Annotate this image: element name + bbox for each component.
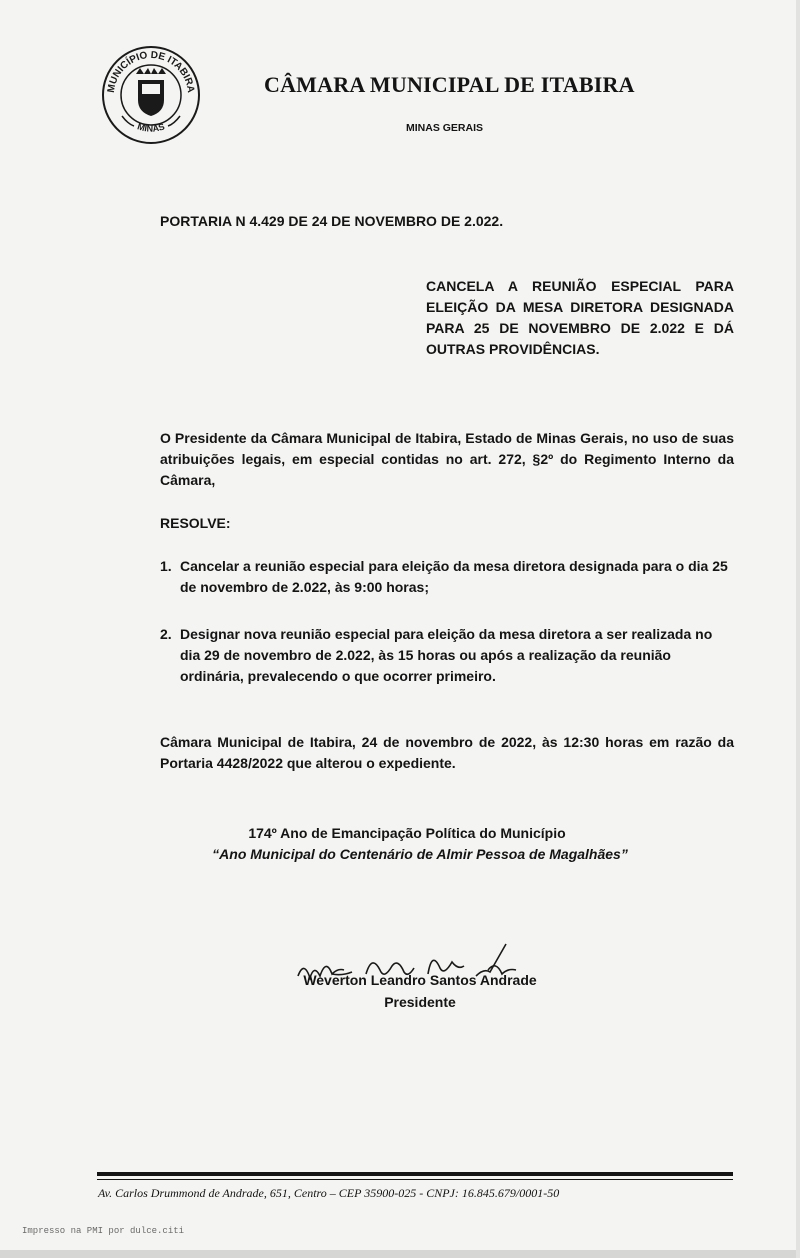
signatory-name: Weverton Leandro Santos Andrade xyxy=(303,972,537,988)
institution-subtitle: MINAS GERAIS xyxy=(406,122,484,134)
preamble-paragraph: O Presidente da Câmara Municipal de Itabira, Estado de Minas Gerais, no uso de suas atribuições legais, em especial contidas no art. 272, §2º do Regimento Interno da Câmara, xyxy=(160,430,734,488)
item-text: Designar nova reunião especial para eleição da mesa diretora a ser realizada no dia 29 de novembro de 2.022, às 15 horas ou após a realização da reunião ordinária, prevalecendo o que ocorrer primeiro. xyxy=(180,626,713,684)
handwritten-signature xyxy=(292,940,532,998)
seal-bottom-text: MINAS xyxy=(136,121,166,134)
seal-top-text: MUNICÍPIO DE ITABIRA xyxy=(105,49,197,94)
ordinance-heading: PORTARIA N 4.429 DE 24 DE NOVEMBRO DE 2.022. xyxy=(160,213,504,229)
svg-text:MINAS xyxy=(136,121,166,133)
seal-icon xyxy=(100,44,202,146)
item-number: 2. xyxy=(160,626,172,642)
scan-edge xyxy=(0,1250,800,1258)
footer-divider-thin xyxy=(97,1179,733,1180)
print-note: Impresso na PMI por dulce.citi xyxy=(22,1226,185,1236)
footer-divider xyxy=(97,1172,733,1176)
anniversary-line: 174º Ano de Emancipação Política do Município xyxy=(248,825,566,841)
resolution-item xyxy=(160,624,734,687)
item-number: 1. xyxy=(160,558,172,574)
closing-paragraph: Câmara Municipal de Itabira, 24 de novembro de 2022, às 12:30 horas em razão da Portaria 4428/2022 que alterou o expediente. xyxy=(160,734,734,771)
footer-address: Av. Carlos Drummond de Andrade, 651, Centro – CEP 35900-025 - CNPJ: 16.845.679/0001-50 xyxy=(98,1186,560,1200)
resolve-heading: RESOLVE: xyxy=(160,515,231,531)
municipal-motto: “Ano Municipal do Centenário de Almir Pessoa de Magalhães” xyxy=(212,846,628,862)
item-text: Cancelar a reunião especial para eleição da mesa diretora designada para o dia 25 de novembro de 2.022, às 9:00 horas; xyxy=(180,558,728,595)
resolution-item xyxy=(160,556,734,598)
scan-edge xyxy=(796,0,800,1258)
anniversary-block xyxy=(0,823,800,865)
municipal-seal xyxy=(100,44,202,146)
signatory-role: Presidente xyxy=(384,994,456,1010)
institution-title: CÂMARA MUNICIPAL DE ITABIRA xyxy=(264,72,635,97)
ordinance-summary: CANCELA A REUNIÃO ESPECIAL PARA ELEIÇÃO DA MESA DIRETORA DESIGNADA PARA 25 DE NOVEMBRO DE 2.022 E DÁ OUTRAS PROVIDÊNCIAS. xyxy=(426,278,734,357)
